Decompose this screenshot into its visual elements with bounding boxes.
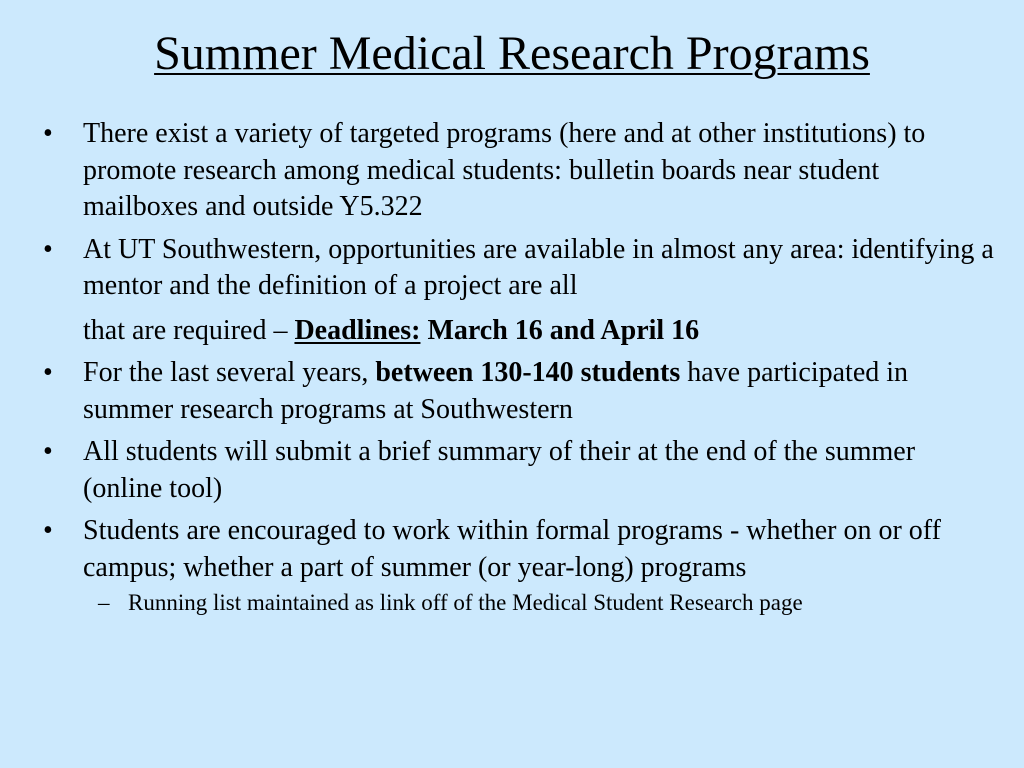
bullet-text-continued	[83, 313, 1000, 350]
sub-bullet-text: Running list maintained as link off of the Medical Student Research page	[128, 590, 803, 615]
deadlines-label: Deadlines:	[294, 314, 421, 346]
bullet-item	[0, 232, 1000, 350]
bullet-text-prefix: For the last several years,	[83, 357, 376, 388]
bullet-marker: •	[43, 436, 53, 467]
sub-bullet-marker: –	[98, 590, 110, 615]
bullet-item	[0, 116, 1000, 226]
bullet-text: At UT Southwestern, opportunities are available in almost any area: identifying a mentor and the definition of a project are all	[83, 233, 994, 301]
slide-title: Summer Medical Research Programs	[154, 27, 870, 80]
bullet-marker: •	[43, 233, 53, 265]
bullet-item	[0, 434, 1000, 507]
bullet-item	[0, 355, 1000, 428]
bullet-text-suffix: have participated in summer research programs at Southwestern	[83, 357, 909, 425]
bullet-text-prefix: that are required –	[83, 314, 295, 346]
bullet-text: There exist a variety of targeted programs (here and at other institutions) to promote research among medical students: bulletin boards near student mailboxes and outside Y5.322	[83, 118, 926, 222]
deadlines-value: March 16 and April 16	[420, 314, 700, 346]
bullet-text: Students are encouraged to work within formal programs - whether on or off campus; whether a part of summer (or year-long) programs	[83, 515, 941, 583]
bullet-text: All students will submit a brief summary of their at the end of the summer (online tool)	[83, 436, 916, 504]
bullet-list	[0, 116, 1000, 618]
bullet-emphasis: between 130-140 students	[375, 357, 681, 388]
bullet-marker: •	[43, 118, 53, 149]
bullet-marker: •	[43, 357, 53, 388]
sub-bullet-item	[0, 588, 1000, 618]
bullet-marker: •	[43, 515, 53, 546]
bullet-item	[0, 513, 1000, 586]
